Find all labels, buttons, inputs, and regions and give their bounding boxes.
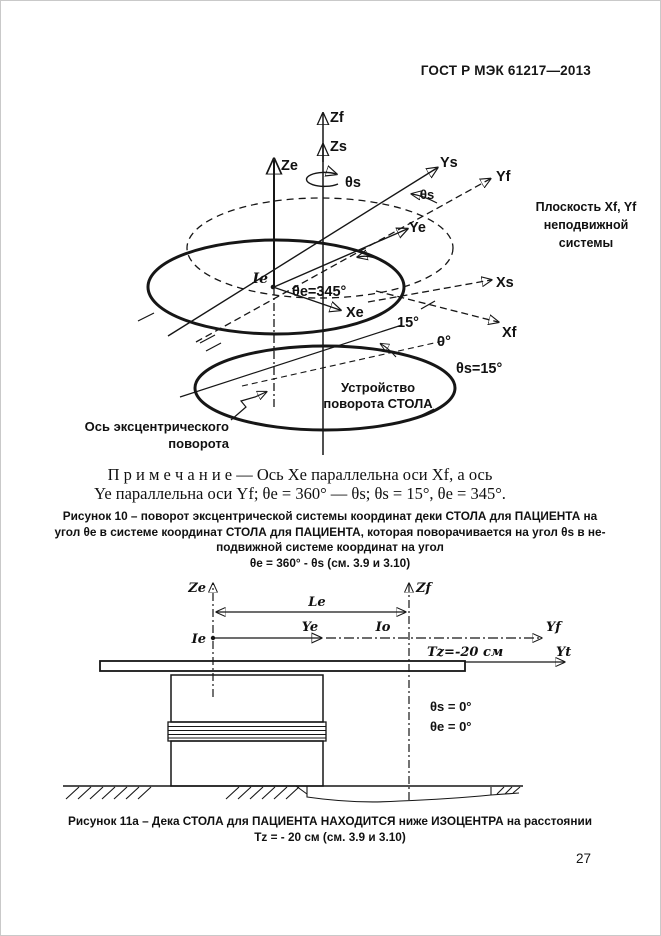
- figure10-caption-line1: Рисунок 10 – поворот эксцентрической системы координат деки СТОЛА для ПАЦИЕНТА на: [62, 509, 598, 523]
- figure10-caption: [30, 509, 630, 571]
- label-ecc-axis-1: Ось эксцентрического: [84, 419, 229, 434]
- document-header: ГОСТ Р МЭК 61217—2013: [420, 63, 591, 78]
- label-tz: Tz=-20 см: [427, 645, 504, 660]
- label-ie: Ie: [191, 632, 206, 647]
- label-ye: Ye: [409, 220, 426, 236]
- label-zf: Zf: [416, 581, 432, 596]
- label-zs: Zs: [330, 139, 347, 155]
- eccentric-axis-leader: [231, 392, 266, 420]
- figure11a-caption: [30, 814, 630, 845]
- label-fixed-plane-2: неподвижной: [543, 218, 629, 232]
- pit-edge-left: [296, 786, 307, 794]
- label-theta-s: θs = 0°: [430, 699, 472, 714]
- theta-s-rotation-arrow: [306, 172, 338, 186]
- label-le: Le: [308, 595, 326, 610]
- floor-hatching-middle: [226, 787, 299, 799]
- label-theta-s-angle: θs: [420, 187, 435, 202]
- label-fixed-plane-1: Плоскость Xf, Yf: [535, 200, 637, 214]
- page-number: 27: [575, 851, 591, 866]
- table-deck: [100, 661, 465, 671]
- floor-pit: [307, 787, 519, 802]
- label-ze: Ze: [281, 158, 298, 174]
- label-yt: Yt: [556, 645, 572, 660]
- label-ys: Ys: [440, 155, 458, 171]
- floor-hatching-left: [66, 787, 151, 799]
- figure11a-caption-line2: Tz = - 20 см (см. 3.9 и 3.10): [254, 829, 406, 844]
- label-yf: Yf: [496, 169, 511, 185]
- label-fixed-plane-3: системы: [558, 236, 614, 250]
- figure10-caption-line4: θe = 360° - θs (см. 3.9 и 3.10): [249, 555, 411, 570]
- label-ye: Ye: [301, 620, 319, 635]
- label-turn-device-1: Устройство: [340, 380, 416, 395]
- figure11a-diagram: [60, 575, 600, 810]
- ys-axis: [168, 168, 437, 336]
- label-zf: Zf: [330, 110, 344, 126]
- label-15deg: 15°: [397, 315, 419, 331]
- note-line1: П р и м е ч а н и е — Ось Xe параллельна оси Xf, а ось: [107, 465, 493, 484]
- ie-origin-point: [271, 285, 276, 290]
- label-io: Io: [375, 620, 391, 635]
- label-ze: Ze: [188, 581, 206, 596]
- eccentric-table-top-ellipse: [148, 240, 404, 334]
- label-yf: Yf: [546, 620, 561, 635]
- note-block: [50, 465, 550, 503]
- note-line2: Ye параллельна оси Yf; θe = 360° — θs; θs = 15°, θe = 345°.: [94, 484, 506, 503]
- label-xs: Xs: [496, 275, 514, 291]
- label-theta-e-value: θe=345°: [292, 284, 347, 300]
- label-xf: Xf: [502, 325, 517, 341]
- figure10-caption-line3: подвижной системе координат на угол: [216, 540, 444, 554]
- label-0deg: 0°: [437, 334, 451, 350]
- figure10-caption-line2: угол θe в системе координат СТОЛА для ПАЦИЕНТА, которая поворачивается на угол θs в не-: [54, 524, 606, 539]
- label-ecc-axis-2: поворота: [168, 436, 229, 451]
- table-rotation-arrow: [358, 256, 383, 262]
- label-theta-s-value: θs=15°: [456, 361, 503, 377]
- label-theta-e: θe = 0°: [430, 719, 472, 734]
- table-pedestal: [168, 675, 326, 786]
- label-ie: Ie: [252, 271, 268, 287]
- label-theta-s-rotation: θs: [345, 175, 361, 191]
- label-xe: Xe: [346, 305, 364, 321]
- fixed-plane-dashed-ellipse: [187, 198, 453, 298]
- figure10-diagram: [55, 95, 637, 465]
- figure11a-caption-line1: Рисунок 11а – Дека СТОЛА для ПАЦИЕНТА НАХОДИТСЯ ниже ИЗОЦЕНТРА на расстоянии: [68, 814, 592, 828]
- label-turn-device-2: поворота СТОЛА: [323, 396, 433, 411]
- yf-axis: [196, 179, 490, 342]
